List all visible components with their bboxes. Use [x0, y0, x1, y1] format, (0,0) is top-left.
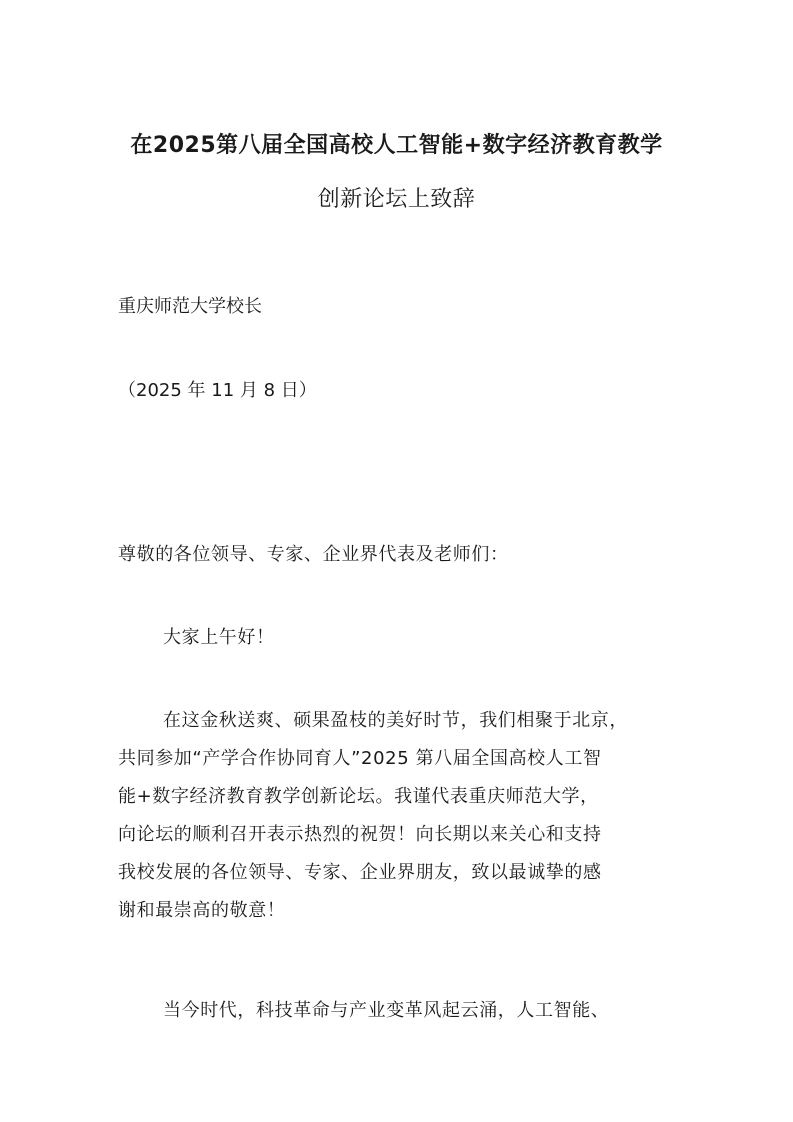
- paragraph-1-line: 向论坛的顺利召开表示热烈的祝贺！向长期以来关心和支持: [118, 824, 602, 845]
- greeting: 大家上午好！: [163, 627, 275, 648]
- date-line: （2025 年 11 月 8 日）: [118, 380, 317, 401]
- paragraph-1-line: 能+数字经济教育教学创新论坛。我谨代表重庆师范大学，: [118, 786, 599, 807]
- document-title-line-2: 创新论坛上致辞: [317, 187, 476, 212]
- paragraph-1-line: 我校发展的各位领导、专家、企业界朋友，致以最诚挚的感: [118, 862, 602, 883]
- author-line: 重庆师范大学校长: [118, 296, 262, 317]
- salutation: 尊敬的各位领导、专家、企业界代表及老师们：: [118, 544, 509, 565]
- paragraph-1-line: 谢和最崇高的敬意！: [118, 900, 286, 921]
- paragraph-1-line: 在这金秋送爽、硕果盈枝的美好时节，我们相聚于北京，: [163, 710, 628, 731]
- paragraph-1-line: 共同参加“产学合作协同育人”2025 第八届全国高校人工智: [118, 748, 602, 769]
- paragraph-2-line: 当今时代，科技革命与产业变革风起云涌，人工智能、: [163, 1000, 610, 1021]
- document-title-line-1: 在2025第八届全国高校人工智能+数字经济教育教学: [130, 133, 663, 158]
